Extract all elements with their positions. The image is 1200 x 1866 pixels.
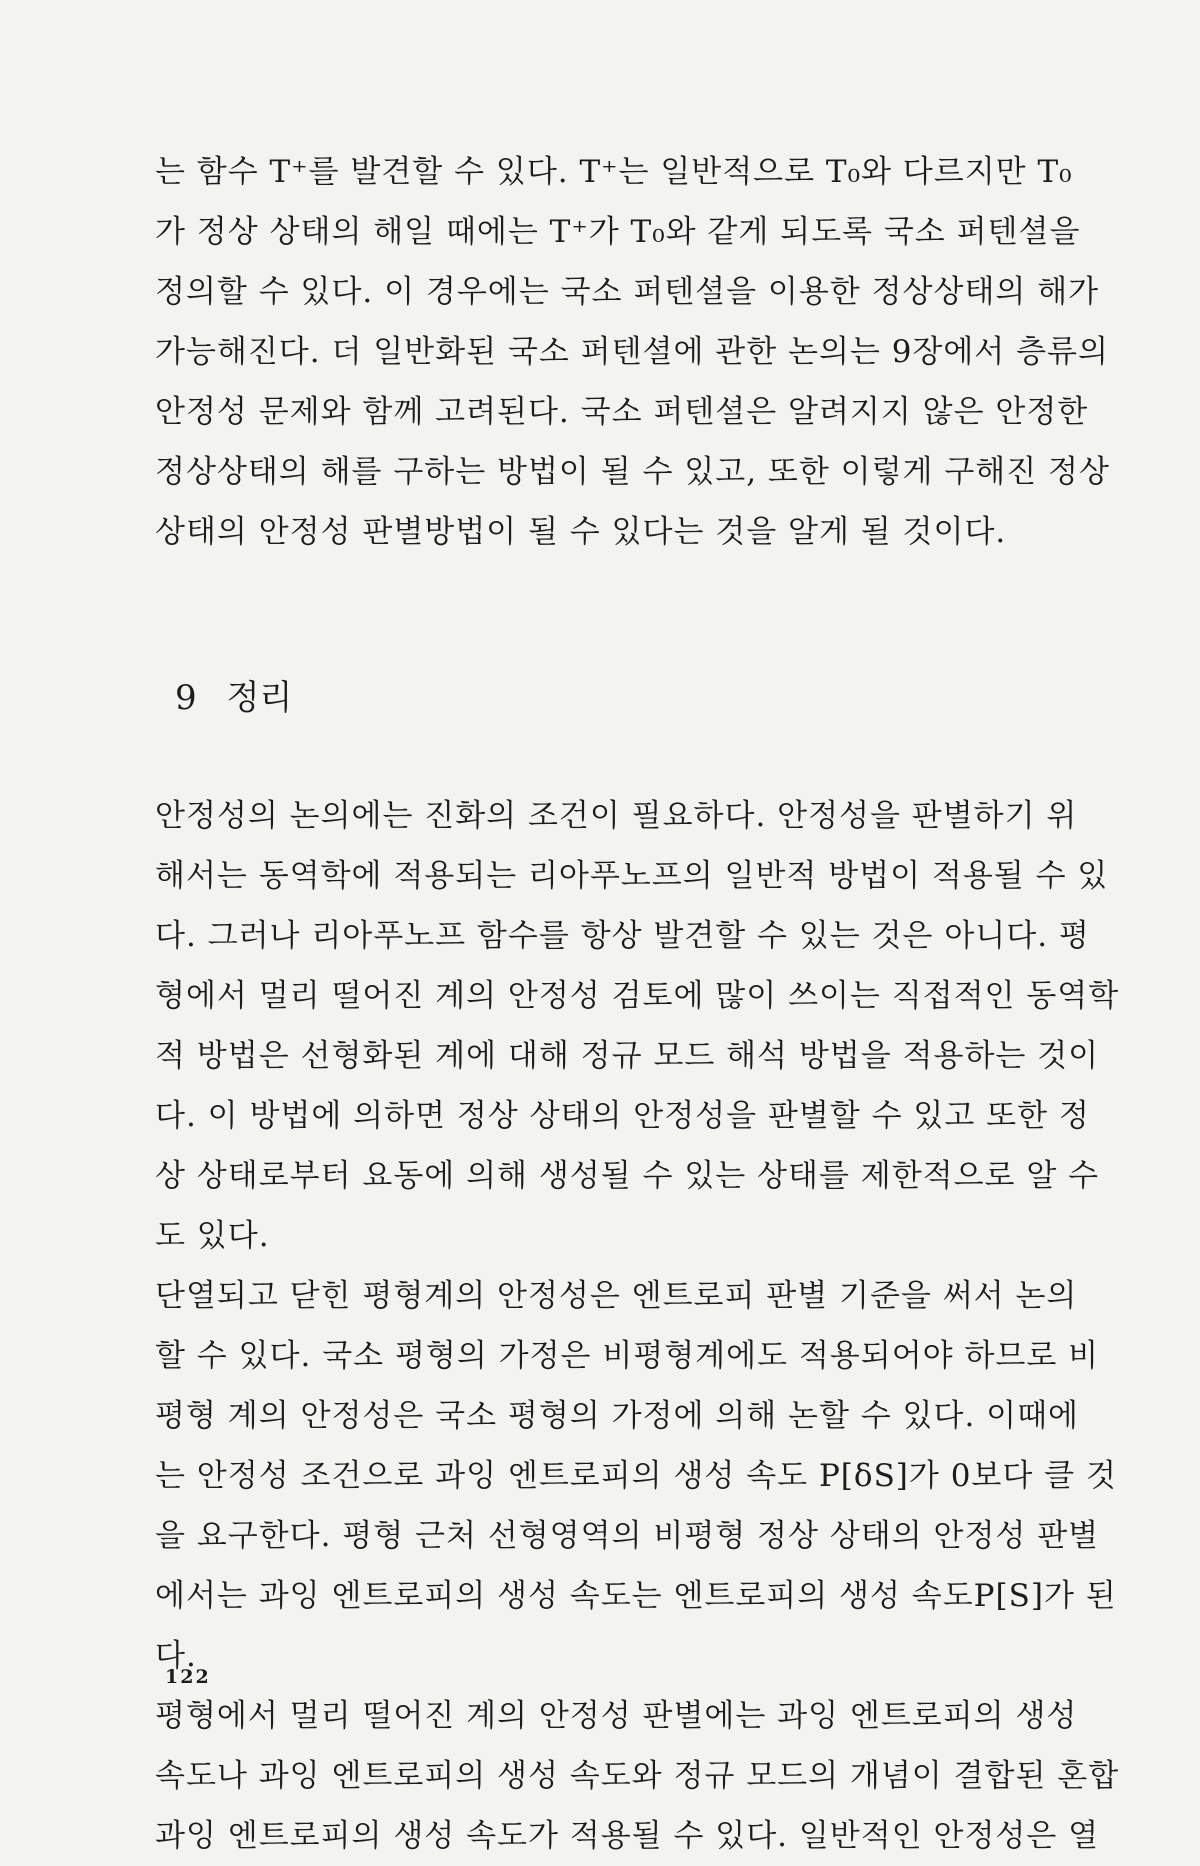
section-number: 9 bbox=[175, 678, 197, 718]
text-line: 상태의 안정성 판별방법이 될 수 있다는 것을 알게 될 것이다. bbox=[155, 514, 1007, 550]
text-line: 가능해진다. 더 일반화된 국소 퍼텐셜에 관한 논의는 9장에서 층류의 bbox=[155, 334, 1109, 370]
text-line: 상 상태로부터 요동에 의해 생성될 수 있는 상태를 제한적으로 알 수 bbox=[155, 1158, 1100, 1194]
text-line: 적 방법은 선형화된 계에 대해 정규 모드 해석 방법을 적용하는 것이 bbox=[155, 1038, 1100, 1074]
text-line: 다. 그러나 리아푸노프 함수를 항상 발견할 수 있는 것은 아니다. 평 bbox=[155, 918, 1090, 954]
text-line: 다. bbox=[155, 1638, 197, 1674]
text-line: 해서는 동역학에 적용되는 리아푸노프의 일반적 방법이 적용될 수 있 bbox=[155, 858, 1109, 894]
page-number: 122 bbox=[165, 1666, 211, 1688]
section-heading bbox=[175, 678, 1055, 718]
summary-paragraph-2 bbox=[155, 1266, 1117, 1686]
text-line: 과잉 엔트로피의 생성 속도가 적용될 수 있다. 일반적인 안정성은 열 bbox=[155, 1818, 1100, 1854]
text-line: 속도나 과잉 엔트로피의 생성 속도와 정규 모드의 개념이 결합된 혼합 bbox=[155, 1758, 1120, 1794]
text-line: 도 있다. bbox=[155, 1218, 270, 1254]
text-line: 단열되고 닫힌 평형계의 안정성은 엔트로피 판별 기준을 써서 논의 bbox=[155, 1278, 1078, 1314]
text-line: 에서는 과잉 엔트로피의 생성 속도는 엔트로피의 생성 속도P[S]가 된 bbox=[155, 1578, 1117, 1614]
continued-paragraph bbox=[155, 142, 1110, 562]
text-line: 평형 계의 안정성은 국소 평형의 가정에 의해 논할 수 있다. 이때에 bbox=[155, 1398, 1079, 1434]
text-line: 는 함수 T⁺를 발견할 수 있다. T⁺는 일반적으로 T₀와 다르지만 T₀ bbox=[155, 154, 1073, 190]
summary-paragraph-1 bbox=[155, 786, 1120, 1266]
text-line: 평형에서 멀리 떨어진 계의 안정성 판별에는 과잉 엔트로피의 생성 bbox=[155, 1698, 1078, 1734]
text-line: 을 요구한다. 평형 근처 선형영역의 비평형 정상 상태의 안정성 판별 bbox=[155, 1518, 1100, 1554]
text-line: 다. 이 방법에 의하면 정상 상태의 안정성을 판별할 수 있고 또한 정 bbox=[155, 1098, 1090, 1134]
text-line: 형에서 멀리 떨어진 계의 안정성 검토에 많이 쓰이는 직접적인 동역학 bbox=[155, 978, 1120, 1014]
text-line: 가 정상 상태의 해일 때에는 T⁺가 T₀와 같게 되도록 국소 퍼텐셜을 bbox=[155, 214, 1081, 250]
text-line: 정상상태의 해를 구하는 방법이 될 수 있고, 또한 이렇게 구해진 정상 bbox=[155, 454, 1110, 490]
text-line: 는 안정성 조건으로 과잉 엔트로피의 생성 속도 P[δS]가 0보다 클 것 bbox=[155, 1458, 1117, 1494]
summary-paragraph-3 bbox=[155, 1686, 1120, 1866]
text-line: 안정성의 논의에는 진화의 조건이 필요하다. 안정성을 판별하기 위 bbox=[155, 798, 1078, 834]
text-line: 할 수 있다. 국소 평형의 가정은 비평형계에도 적용되어야 하므로 비 bbox=[155, 1338, 1100, 1374]
section-title: 정리 bbox=[226, 678, 293, 718]
text-line: 정의할 수 있다. 이 경우에는 국소 퍼텐셜을 이용한 정상상태의 해가 bbox=[155, 274, 1100, 310]
text-line: 안정성 문제와 함께 고려된다. 국소 퍼텐셜은 알려지지 않은 안정한 bbox=[155, 394, 1089, 430]
